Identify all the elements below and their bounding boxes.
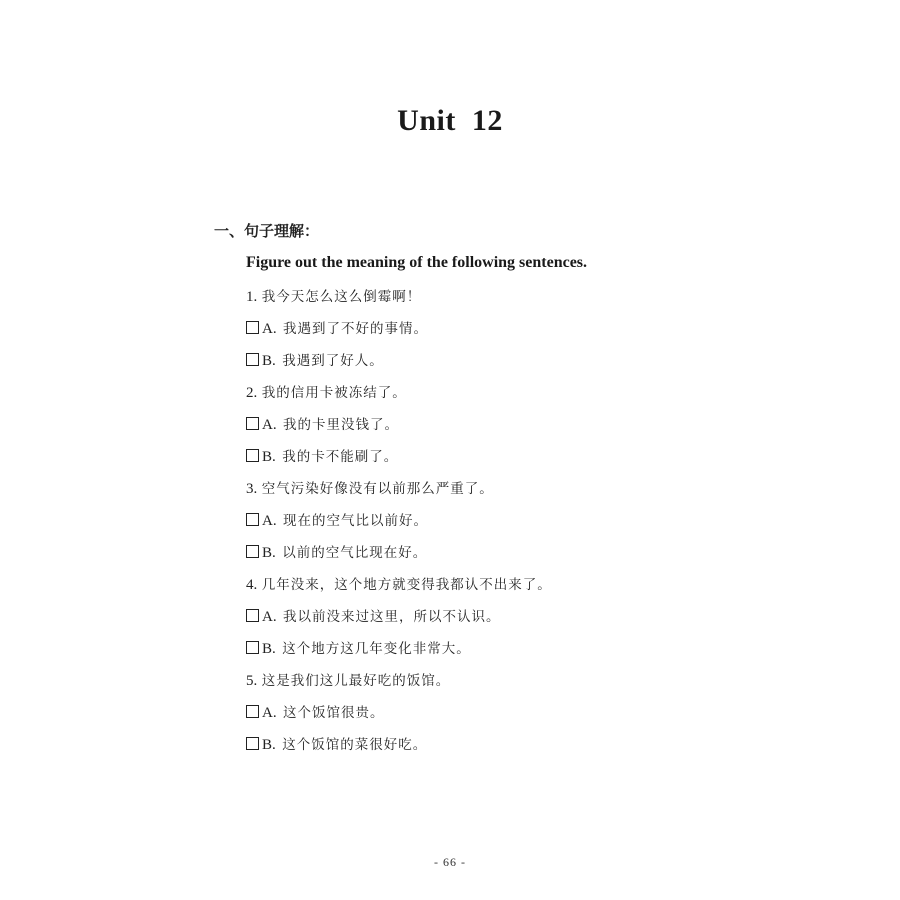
checkbox[interactable] [246,641,259,654]
checkbox[interactable] [246,609,259,622]
option-letter: A. [262,321,277,337]
question-number: 5. [246,673,258,689]
question-5 [246,670,806,702]
section-heading: 一、句子理解： [214,222,320,240]
checkbox[interactable] [246,321,259,334]
option-text: 这个地方这几年变化非常大。 [282,641,471,657]
question-1-option-b[interactable] [246,350,806,382]
checkbox[interactable] [246,737,259,750]
question-2 [246,382,806,414]
option-text: 我遇到了不好的事情。 [283,321,429,337]
question-text: 我的信用卡被冻结了。 [261,385,407,401]
page-number: - 66 - [434,855,466,869]
question-number: 3. [246,481,258,497]
checkbox[interactable] [246,417,259,430]
option-letter: A. [262,609,277,625]
option-text: 我的卡里没钱了。 [283,417,400,433]
option-letter: B. [262,737,276,753]
option-letter: B. [262,353,276,369]
option-text: 我遇到了好人。 [282,353,384,369]
question-text: 这是我们这儿最好吃的饭馆。 [261,673,451,689]
question-text: 几年没来，这个地方就变得我都认不出来了。 [261,577,552,593]
option-text: 现在的空气比以前好。 [283,513,429,529]
option-text: 我的卡不能刷了。 [282,449,399,465]
option-text: 以前的空气比现在好。 [282,545,428,561]
option-letter: A. [262,417,277,433]
option-letter: B. [262,449,276,465]
checkbox[interactable] [246,545,259,558]
checkbox[interactable] [246,353,259,366]
instruction-text: Figure out the meaning of the following sentences. [246,254,588,271]
question-text: 我今天怎么这么倒霉啊！ [261,289,422,305]
question-number: 1. [246,289,258,305]
option-letter: A. [262,513,277,529]
option-text: 我以前没来过这里，所以不认识。 [283,609,501,625]
question-number: 4. [246,577,258,593]
question-2-option-a[interactable] [246,414,806,446]
question-5-option-a[interactable] [246,702,806,734]
option-text: 这个饭馆很贵。 [283,705,385,721]
question-1-option-a[interactable] [246,318,806,350]
question-5-option-b[interactable] [246,734,806,766]
question-4 [246,574,806,606]
question-4-option-b[interactable] [246,638,806,670]
question-2-option-b[interactable] [246,446,806,478]
option-letter: B. [262,641,276,657]
checkbox[interactable] [246,705,259,718]
unit-title: Unit 12 [397,104,503,137]
checkbox[interactable] [246,513,259,526]
checkbox[interactable] [246,449,259,462]
question-3-option-a[interactable] [246,510,806,542]
question-list [246,286,806,766]
option-letter: B. [262,545,276,561]
question-3-option-b[interactable] [246,542,806,574]
question-number: 2. [246,385,258,401]
question-4-option-a[interactable] [246,606,806,638]
option-text: 这个饭馆的菜很好吃。 [282,737,428,753]
question-3 [246,478,806,510]
question-1 [246,286,806,318]
option-letter: A. [262,705,277,721]
question-text: 空气污染好像没有以前那么严重了。 [261,481,494,497]
